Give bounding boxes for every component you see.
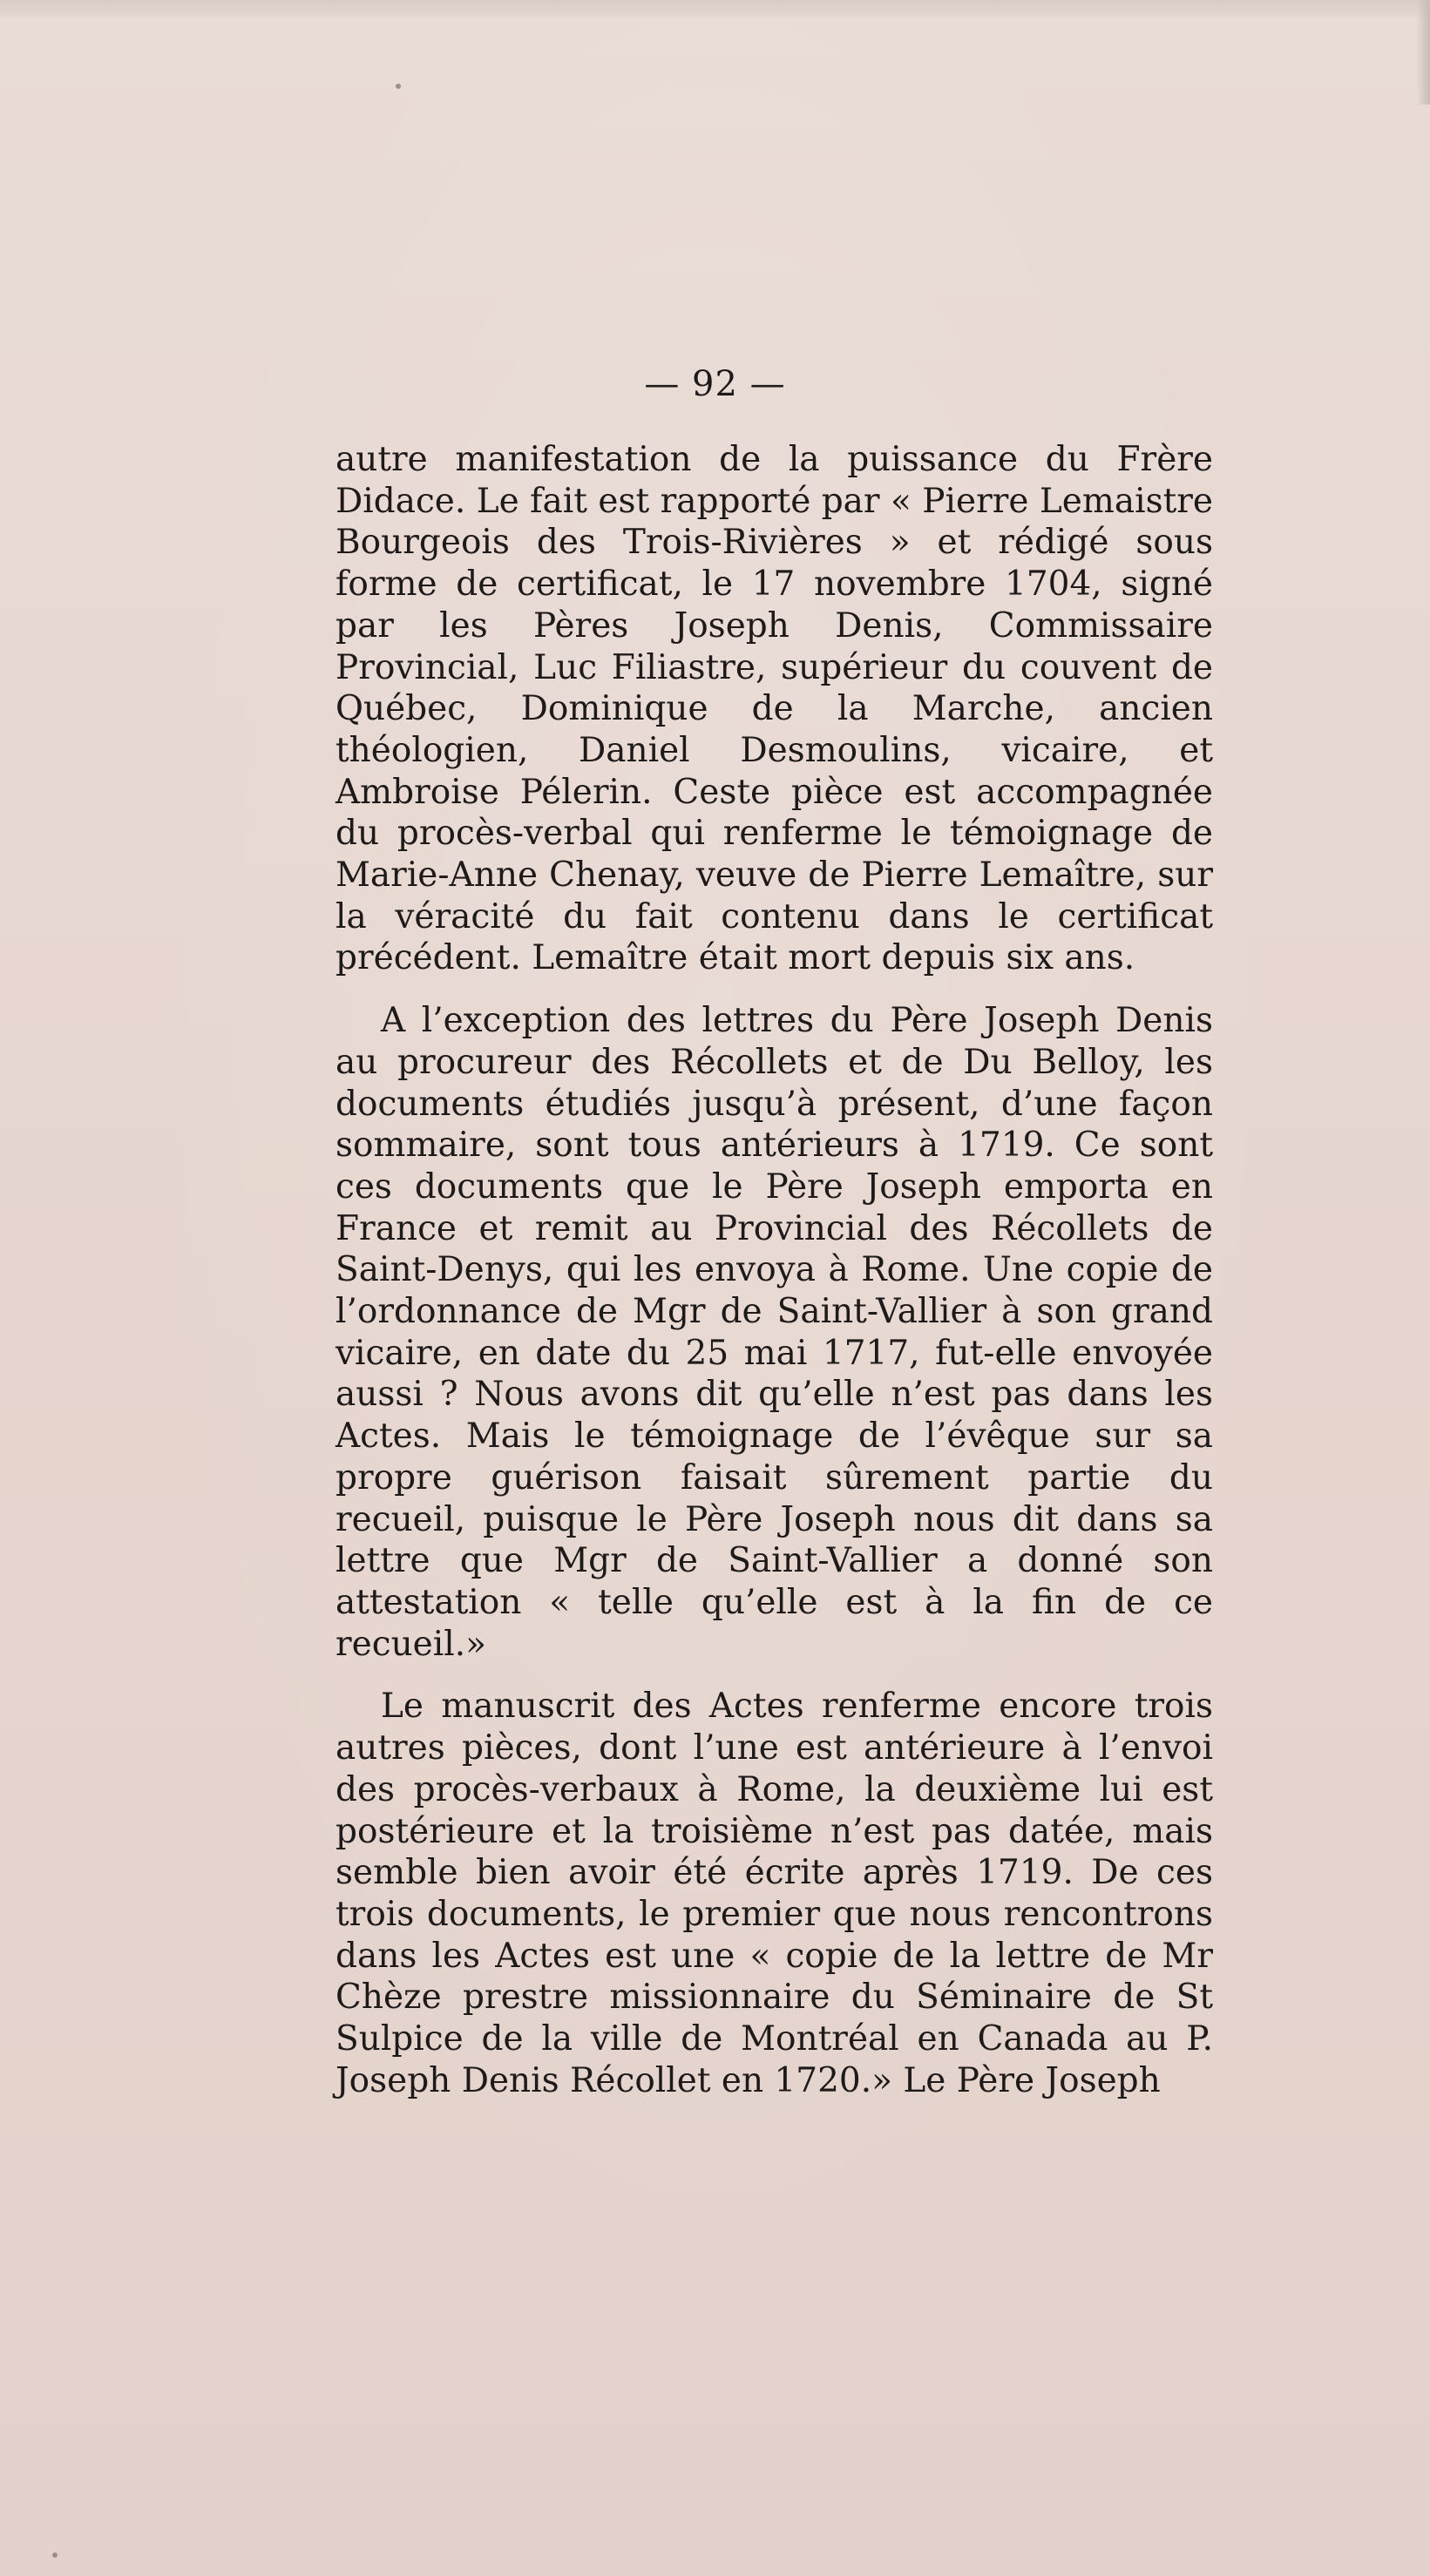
page-top-edge xyxy=(0,0,1430,19)
paragraph-2: A l’exception des lettres du Père Joseph Denis au procureur des Récollets et de Du Belloy, les documents étudiés jusqu’à présent, d’une façon sommaire, sont tous antérieurs à 1719. Ce sont ces documents que le Père Joseph emporta en France et remit au Provincial des Récollets de Saint-Denys, qui les envoya à Rome. Une copie de l’ordonnance de Mgr de Saint-Vallier à son grand vicaire, en date du 25 mai 1717, fut-elle envoyée aussi ? Nous avons dit qu’elle n’est pas dans les Actes. Mais le témoignage de l’évêque sur sa propre guérison faisait sûrement partie du recueil, puisque le Père Joseph nous dit dans sa lettre que Mgr de Saint-Vallier a donné son attestation « telle qu’elle est à la fin de ce recueil.» xyxy=(335,1001,1213,1664)
paragraph-1: autre manifestation de la puissance du Frère Didace. Le fait est rapporté par « Pierre Lemaistre Bourgeois des Trois-Rivières » et rédigé sous forme de certificat, le 17 novembre 1704, signé par les Pères Joseph Denis, Commissaire Provincial, Luc Filiastre, supérieur du couvent de Québec, Dominique de la Marche, ancien théologien, Daniel Desmoulins, vicaire, et Ambroise Pélerin. Ceste pièce est accompagnée du procès-verbal qui renferme le témoignage de Marie-Anne Chenay, veuve de Pierre Lemaître, sur la véracité du fait contenu dans le certificat précédent. Lemaître était mort depuis six ans. xyxy=(335,440,1213,978)
paper-speck xyxy=(396,84,401,89)
page-number: — 92 — xyxy=(644,364,786,404)
paper-speck xyxy=(52,2552,58,2558)
page-right-edge xyxy=(1416,0,1430,105)
paragraph-3: Le manuscrit des Actes renferme encore trois autres pièces, dont l’une est antérieure à l’envoi des procès-verbaux à Rome, la deuxième lui est postérieure et la troisième n’est pas datée, mais semble bien avoir été écrite après 1719. De ces trois documents, le premier que nous rencontrons dans les Actes est une « copie de la lettre de Mr Chèze prestre missionnaire du Séminaire de St Sulpice de la ville de Montréal en Canada au P. Joseph Denis Récollet en 1720.» Le Père Joseph xyxy=(335,1687,1213,2100)
body-text xyxy=(335,439,1213,2101)
